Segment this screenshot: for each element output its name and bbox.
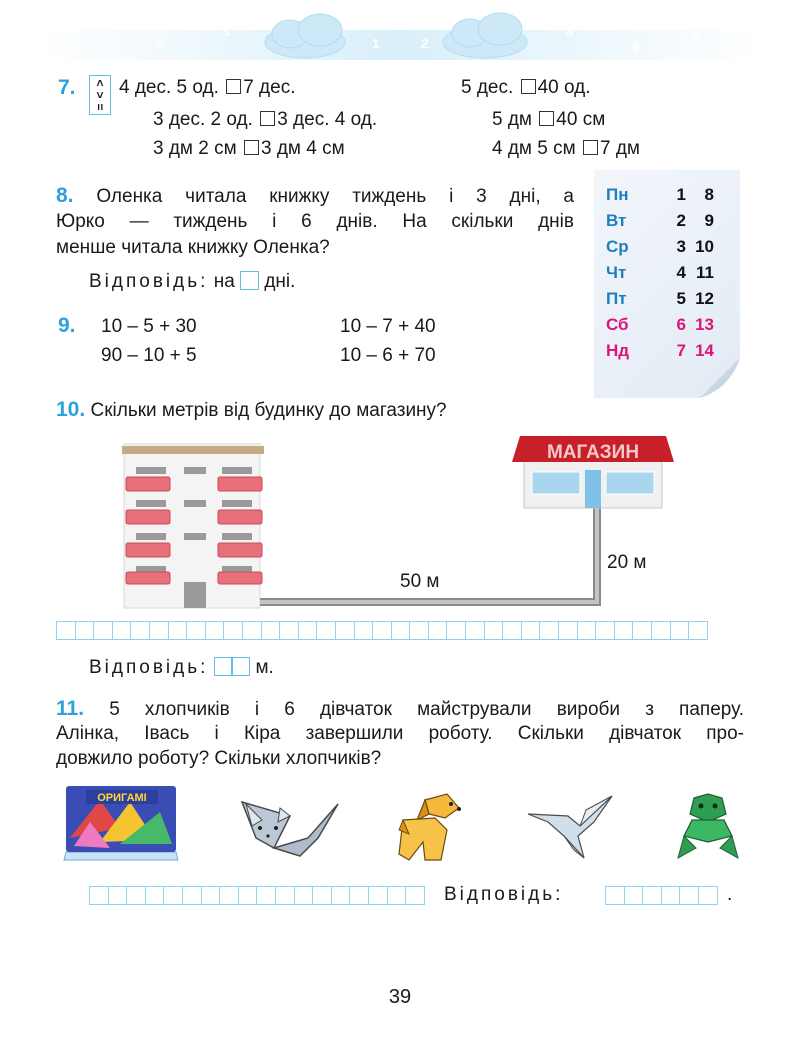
header-clouds [40,8,760,68]
answer-box[interactable] [231,657,250,676]
task7-row1-left: 4 дес. 5 од. 7 дес. [119,77,296,98]
comparison-signs [89,75,111,115]
apartment-building-icon [122,444,264,608]
solution-grid-11[interactable] [90,886,425,905]
calendar-row: Вт 2 9 [606,211,714,230]
task7-row1-right: 5 дес. 40 од. [461,77,591,98]
task7-row2-right: 5 дм 40 см [492,109,606,130]
calendar-row-weekend: Сб 6 13 [606,315,714,334]
solution-grid[interactable] [57,621,708,640]
header-digit: 5 [156,36,164,51]
origami-bird-icon [524,792,614,862]
header-digit: 8 [692,26,700,41]
sign-greater: > [93,91,107,99]
sign-equal: = [93,103,107,111]
task9-number: 9. [58,314,76,337]
book-title: ОРИГАМІ [97,792,147,804]
task10-answer: Відповідь: м. [89,657,274,678]
origami-dog-icon [395,790,467,864]
task11-line3: довжило роботу? Скільки хлопчиків? [56,748,382,769]
page-number: 39 [388,986,412,1008]
calendar-row: Пн 1 8 [606,185,714,204]
expression: 10 – 6 + 70 [340,345,436,366]
answer-box[interactable] [214,657,233,676]
task11-line1: 11. 5 хлопчиків і 6 дівчаток майстрували вироби з паперу. [56,697,744,720]
expression: 90 – 10 + 5 [101,345,197,366]
shop-icon [512,436,674,508]
sign-less: < [93,79,107,87]
header-digit: 7 [108,22,116,37]
origami-cat-icon [238,798,342,860]
header-digit: 4 [566,24,574,39]
answer-grid-11[interactable] [606,886,718,905]
calendar-card [594,170,740,398]
header-digit: 2 [421,36,429,51]
task11-answer-label: Відповідь: [444,884,564,905]
header-digit: 1 [372,36,380,51]
task7-row3-left: 3 дм 2 см 3 дм 4 см [153,138,345,159]
expression: 10 – 5 + 30 [101,316,197,337]
distance-50: 50 м [400,571,440,592]
task11-line2: Алінка, Івась і Кіра завершили роботу. Скільки дівчаток про- [56,723,744,744]
task8-answer: Відповідь: на дні. [89,271,296,292]
task8-line2: Юрко — тиждень і 6 днів. На скільки днів [56,211,574,232]
task8-line3: менше читала книжку Оленка? [56,237,330,258]
calendar-row: Чт 4 11 [606,263,714,282]
expression: 10 – 7 + 40 [340,316,436,337]
task7-row3-right: 4 дм 5 см 7 дм [492,138,640,159]
calendar-row-weekend: Нд 7 14 [606,341,714,360]
page-curl [700,358,740,398]
compare-box[interactable] [226,79,241,94]
task8-line1: 8. Оленка читала книжку тиждень і 3 дні, а [56,184,574,207]
origami-book-icon [60,782,182,864]
distance-20: 20 м [607,552,647,573]
task7-row2-left: 3 дес. 2 од. 3 дес. 4 од. [153,109,378,130]
calendar-row: Ср 3 10 [606,237,714,256]
answer-box[interactable] [240,271,259,290]
compare-box[interactable] [244,140,259,155]
header-digit: 0 [396,16,404,31]
compare-box[interactable] [521,79,536,94]
distance-diagram [120,432,680,612]
task10-question: 10. Скільки метрів від будинку до магазину? [56,398,447,421]
calendar-row: Пт 5 12 [606,289,714,308]
compare-box[interactable] [583,140,598,155]
shop-sign: МАГАЗИН [546,442,640,463]
origami-frog-icon [676,792,740,862]
task7-number: 7. [58,76,76,99]
calendar-table [606,182,714,364]
compare-box[interactable] [539,111,554,126]
header-digit: 6 [632,38,640,53]
header-digit: 3 [222,24,230,39]
task11-answer-end: . [727,884,733,905]
compare-box[interactable] [260,111,275,126]
